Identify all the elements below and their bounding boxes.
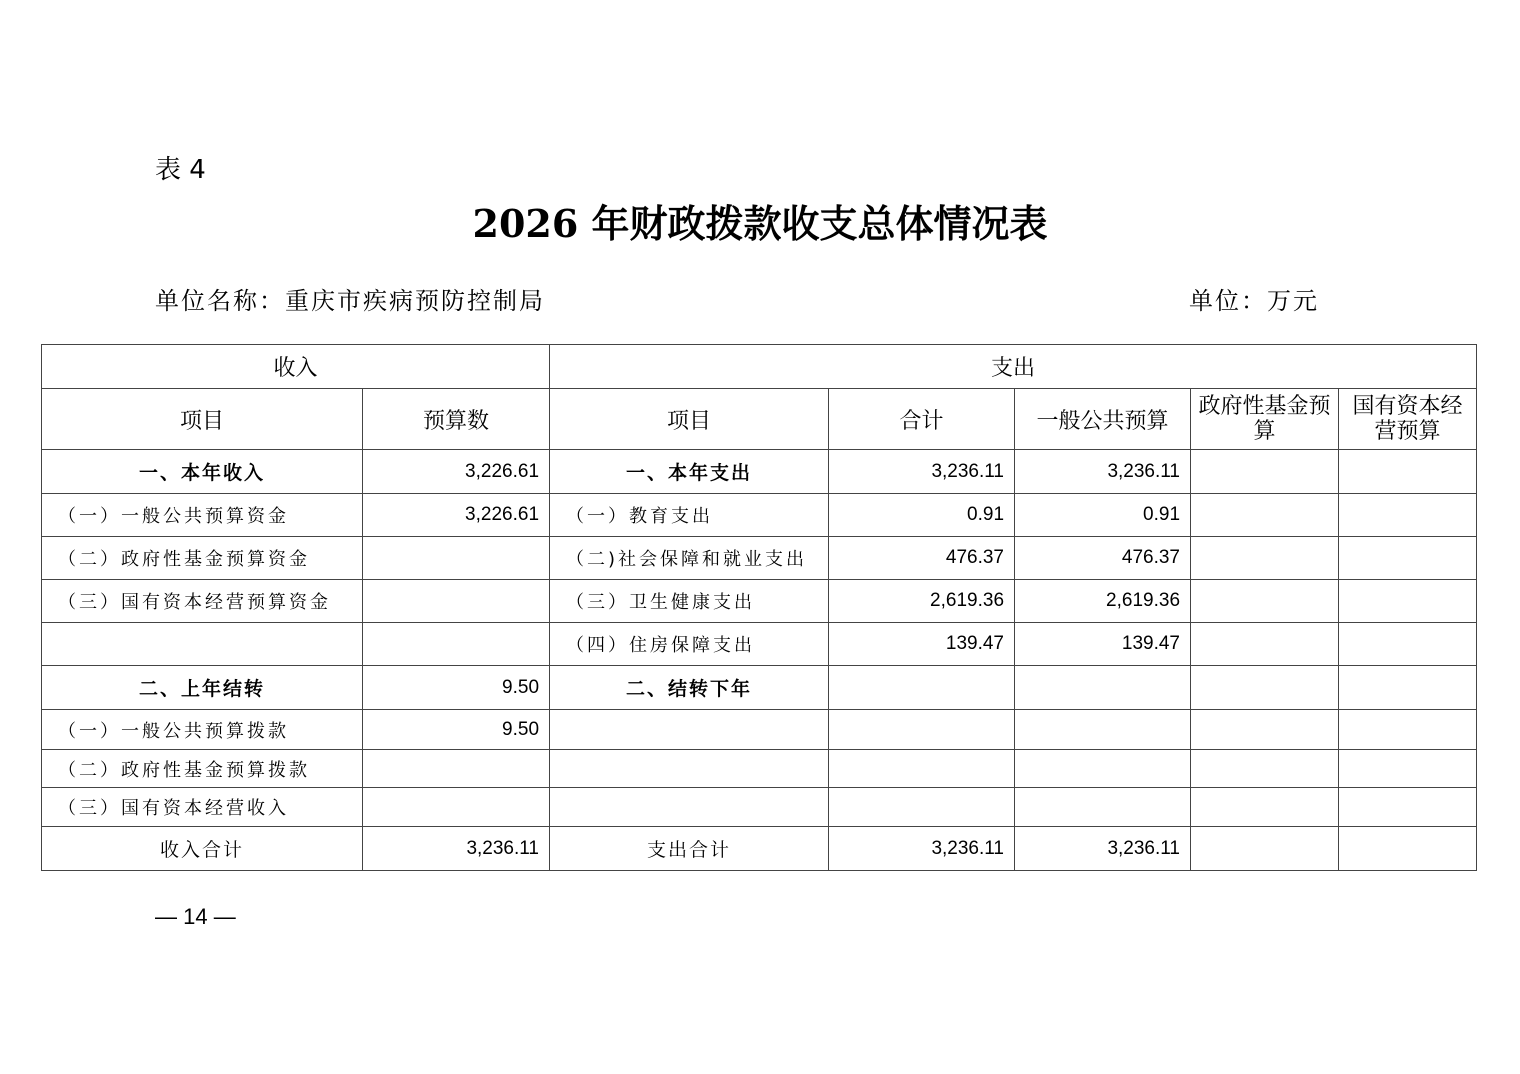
expense-total-cell xyxy=(829,750,1015,788)
table-row xyxy=(42,537,1477,580)
gov-fund-cell xyxy=(1191,450,1339,494)
header-row-2 xyxy=(42,389,1477,450)
income-budget-cell: 3,226.61 xyxy=(363,494,550,537)
income-budget-cell xyxy=(363,537,550,580)
expense-item-cell: （三）卫生健康支出 xyxy=(550,580,829,623)
income-budget-cell: 9.50 xyxy=(363,666,550,710)
page-number: — 14 — xyxy=(155,904,236,929)
expense-item-cell: （一）教育支出 xyxy=(550,494,829,537)
general-budget-cell xyxy=(1015,666,1191,710)
income-item-cell: 一、本年收入 xyxy=(42,450,363,494)
expense-total-cell xyxy=(829,788,1015,827)
expense-total-cell: 3,236.11 xyxy=(829,450,1015,494)
header-income-budget: 预算数 xyxy=(363,389,550,450)
state-capital-cell xyxy=(1339,623,1477,666)
table-label: 表 4 xyxy=(155,155,206,185)
expense-total-cell xyxy=(829,710,1015,750)
general-budget-cell xyxy=(1015,788,1191,827)
general-budget-cell xyxy=(1015,750,1191,788)
expense-total-cell xyxy=(829,666,1015,710)
header-total: 合计 xyxy=(829,389,1015,450)
header-row-1 xyxy=(42,345,1477,389)
income-item-cell: 二、上年结转 xyxy=(42,666,363,710)
general-budget-cell: 139.47 xyxy=(1015,623,1191,666)
page-title: 2026 年财政拨款收支总体情况表 xyxy=(472,201,1048,246)
income-item-cell: （二）政府性基金预算资金 xyxy=(42,537,363,580)
income-item-cell: 收入合计 xyxy=(42,827,363,871)
gov-fund-cell xyxy=(1191,623,1339,666)
table-row xyxy=(42,450,1477,494)
general-budget-cell: 476.37 xyxy=(1015,537,1191,580)
state-capital-cell xyxy=(1339,494,1477,537)
state-capital-cell xyxy=(1339,827,1477,871)
gov-fund-cell xyxy=(1191,580,1339,623)
gov-fund-cell xyxy=(1191,710,1339,750)
unit-name: 单位名称：重庆市疾病预防控制局 xyxy=(155,287,545,315)
header-expense-item: 项目 xyxy=(550,389,829,450)
general-budget-cell: 3,236.11 xyxy=(1015,450,1191,494)
unit-label: 单位：万元 xyxy=(1189,287,1319,315)
expense-total-cell: 139.47 xyxy=(829,623,1015,666)
general-budget-cell: 2,619.36 xyxy=(1015,580,1191,623)
header-gov-fund-budget: 政府性基金预算 xyxy=(1191,389,1339,450)
table-row xyxy=(42,710,1477,750)
expense-item-cell xyxy=(550,750,829,788)
gov-fund-cell xyxy=(1191,537,1339,580)
table-row xyxy=(42,494,1477,537)
income-item-cell xyxy=(42,623,363,666)
table-row xyxy=(42,666,1477,710)
gov-fund-cell xyxy=(1191,788,1339,827)
expense-total-cell: 476.37 xyxy=(829,537,1015,580)
table-row xyxy=(42,580,1477,623)
income-item-cell: （二）政府性基金预算拨款 xyxy=(42,750,363,788)
expense-total-cell: 2,619.36 xyxy=(829,580,1015,623)
table-row xyxy=(42,623,1477,666)
expense-item-cell xyxy=(550,710,829,750)
table-row xyxy=(42,788,1477,827)
state-capital-cell xyxy=(1339,666,1477,710)
budget-table xyxy=(41,344,1477,871)
table-row xyxy=(42,750,1477,788)
income-budget-cell xyxy=(363,750,550,788)
gov-fund-cell xyxy=(1191,494,1339,537)
header-income-item: 项目 xyxy=(42,389,363,450)
state-capital-cell xyxy=(1339,537,1477,580)
expense-item-cell: （二)社会保障和就业支出 xyxy=(550,537,829,580)
income-budget-cell: 3,236.11 xyxy=(363,827,550,871)
expense-item-cell: 支出合计 xyxy=(550,827,829,871)
table-row xyxy=(42,827,1477,871)
income-budget-cell xyxy=(363,580,550,623)
expense-total-cell: 3,236.11 xyxy=(829,827,1015,871)
expense-item-cell: 一、本年支出 xyxy=(550,450,829,494)
general-budget-cell: 3,236.11 xyxy=(1015,827,1191,871)
gov-fund-cell xyxy=(1191,827,1339,871)
header-state-capital-budget: 国有资本经营预算 xyxy=(1339,389,1477,450)
income-item-cell: （三）国有资本经营预算资金 xyxy=(42,580,363,623)
income-budget-cell: 3,226.61 xyxy=(363,450,550,494)
expense-item-cell xyxy=(550,788,829,827)
expense-total-cell: 0.91 xyxy=(829,494,1015,537)
general-budget-cell xyxy=(1015,710,1191,750)
income-budget-cell xyxy=(363,623,550,666)
state-capital-cell xyxy=(1339,788,1477,827)
income-item-cell: （一）一般公共预算资金 xyxy=(42,494,363,537)
income-item-cell: （一）一般公共预算拨款 xyxy=(42,710,363,750)
state-capital-cell xyxy=(1339,450,1477,494)
header-general-budget: 一般公共预算 xyxy=(1015,389,1191,450)
expense-item-cell: 二、结转下年 xyxy=(550,666,829,710)
income-item-cell: （三）国有资本经营收入 xyxy=(42,788,363,827)
general-budget-cell: 0.91 xyxy=(1015,494,1191,537)
header-income: 收入 xyxy=(42,345,550,389)
expense-item-cell: （四）住房保障支出 xyxy=(550,623,829,666)
gov-fund-cell xyxy=(1191,666,1339,710)
income-budget-cell: 9.50 xyxy=(363,710,550,750)
income-budget-cell xyxy=(363,788,550,827)
gov-fund-cell xyxy=(1191,750,1339,788)
state-capital-cell xyxy=(1339,710,1477,750)
header-expense: 支出 xyxy=(550,345,1477,389)
state-capital-cell xyxy=(1339,750,1477,788)
state-capital-cell xyxy=(1339,580,1477,623)
